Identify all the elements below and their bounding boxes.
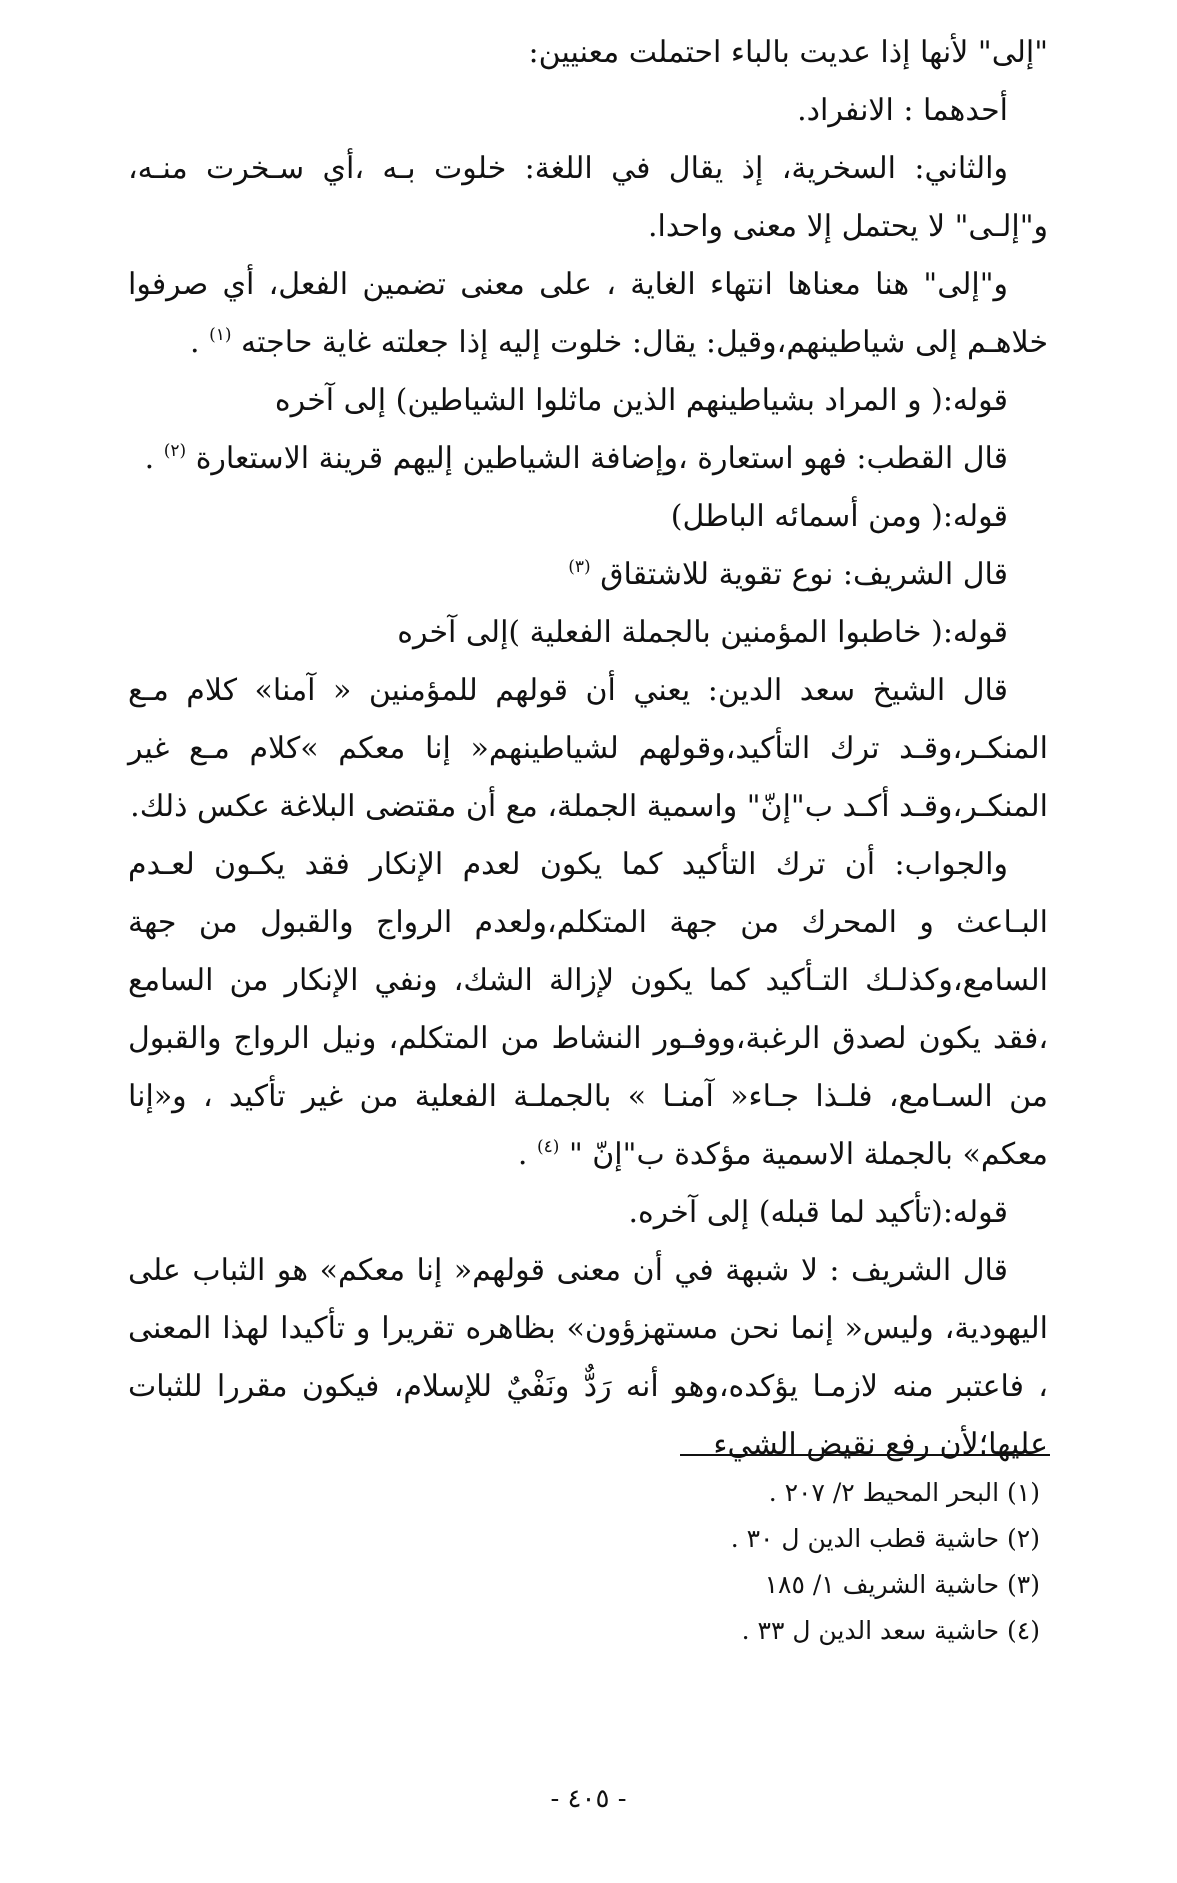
paragraph-tail: . xyxy=(144,441,164,476)
paragraph-tail: . xyxy=(517,1137,537,1172)
paragraph xyxy=(128,430,1048,488)
footnote-marker: (٢) xyxy=(163,441,187,461)
paragraph: قال الشريف : لا شبهة في أن معنى قولهم« إنا معكم» هو الثباب على اليهودية، وليس« إنما نحن مستهزؤون» بظاهره تقريرا و تأكيدا لهذا المعنى ، فاعتبر منه لازمـا يؤكده،وهو أنه رَدٌّ ونَفْيٌ للإسلام، فيكون مقررا للثبات عليها؛لأن رفع نقيض الشيء xyxy=(128,1253,1048,1462)
footnotes xyxy=(650,1470,1040,1654)
paragraph: قوله:( و المراد بشياطينهم الذين ماثلوا الشياطين) إلى آخره xyxy=(274,383,1008,418)
paragraph: قال الشيخ سعد الدين: يعني أن قولهم للمؤمنين « آمنا» كلام مـع المنكـر،وقـد ترك التأكيد،وقولهم لشياطينهم« إنا معكم »كلام مـع غير المنكـر،وقـد أكـد ب"إنّ" واسمية الجملة، مع أن مقتضى البلاغة عكس ذلك. xyxy=(128,673,1048,824)
paragraph-tail: . xyxy=(189,325,210,360)
paragraph xyxy=(128,256,1048,372)
paragraph xyxy=(128,836,1048,1184)
footnote-item: (٣) حاشية الشريف ١/ ١٨٥ xyxy=(764,1570,1040,1599)
main-text xyxy=(128,24,1048,1474)
footnote-marker: (٤) xyxy=(536,1137,560,1157)
paragraph: والثاني: السخرية، إذ يقال في اللغة: خلوت بـه ،أي سـخرت منـه، و"إلـى" لا يحتمل إلا معنى واحدا. xyxy=(128,151,1048,244)
paragraph-text: قال الشريف: نوع تقوية للاشتقاق xyxy=(600,557,1008,592)
footnote-marker: (٣) xyxy=(568,557,591,577)
footnote-item: (١) البحر المحيط ٢/ ٢٠٧ . xyxy=(768,1478,1040,1507)
footnote-item: (٢) حاشية قطب الدين ل ٣٠ . xyxy=(730,1524,1040,1553)
paragraph: "إلى" لأنها إذا عديت بالباء احتملت معنيين: xyxy=(528,35,1048,70)
footnote-item: (٤) حاشية سعد الدين ل ٣٣ . xyxy=(741,1616,1040,1645)
paragraph: أحدهما : الانفراد. xyxy=(797,93,1008,128)
paragraph xyxy=(128,546,1048,604)
paragraph: قوله:( خاطبوا المؤمنين بالجملة الفعلية )إلى آخره xyxy=(397,615,1008,650)
paragraph-text: قال القطب: فهو استعارة ،وإضافة الشياطين إليهم قرينة الاستعارة xyxy=(195,441,1008,476)
footnote-marker: (١) xyxy=(209,325,232,345)
paragraph-text: و"إلى" هنا معناها انتهاء الغاية ، على معنى تضمين الفعل، أي صرفوا خلاهـم إلى شياطينهم،وقيل: يقال: خلوت إليه إذا جعلته غاية حاجته xyxy=(128,267,1048,360)
page-number: - ٤٠٥ - xyxy=(550,1784,627,1814)
paragraph: قوله:( ومن أسمائه الباطل) xyxy=(670,499,1008,534)
paragraph: قوله:(تأكيد لما قبله) إلى آخره. xyxy=(628,1195,1008,1230)
footnote-divider xyxy=(680,1454,1050,1456)
paragraph-text: والجواب: أن ترك التأكيد كما يكون لعدم الإنكار فقد يكـون لعـدم البـاعث و المحرك من جهة المتكلم،ولعدم الرواج والقبول من جهة السامع،وكذلـك التـأكيد كما يكون لإزالة الشك، ونفي الإنكار من السامع ،فقد يكون لصدق الرغبة،ووفـور النشاط من المتكلم، ونيل الرواج والقبول من السـامع، فلـذا جـاء« آمنـا » بالجملـة الفعلية من غير تأكيد ، و«إنا معكم» بالجملة الاسمية مؤكدة ب"إنّ " xyxy=(128,847,1048,1172)
